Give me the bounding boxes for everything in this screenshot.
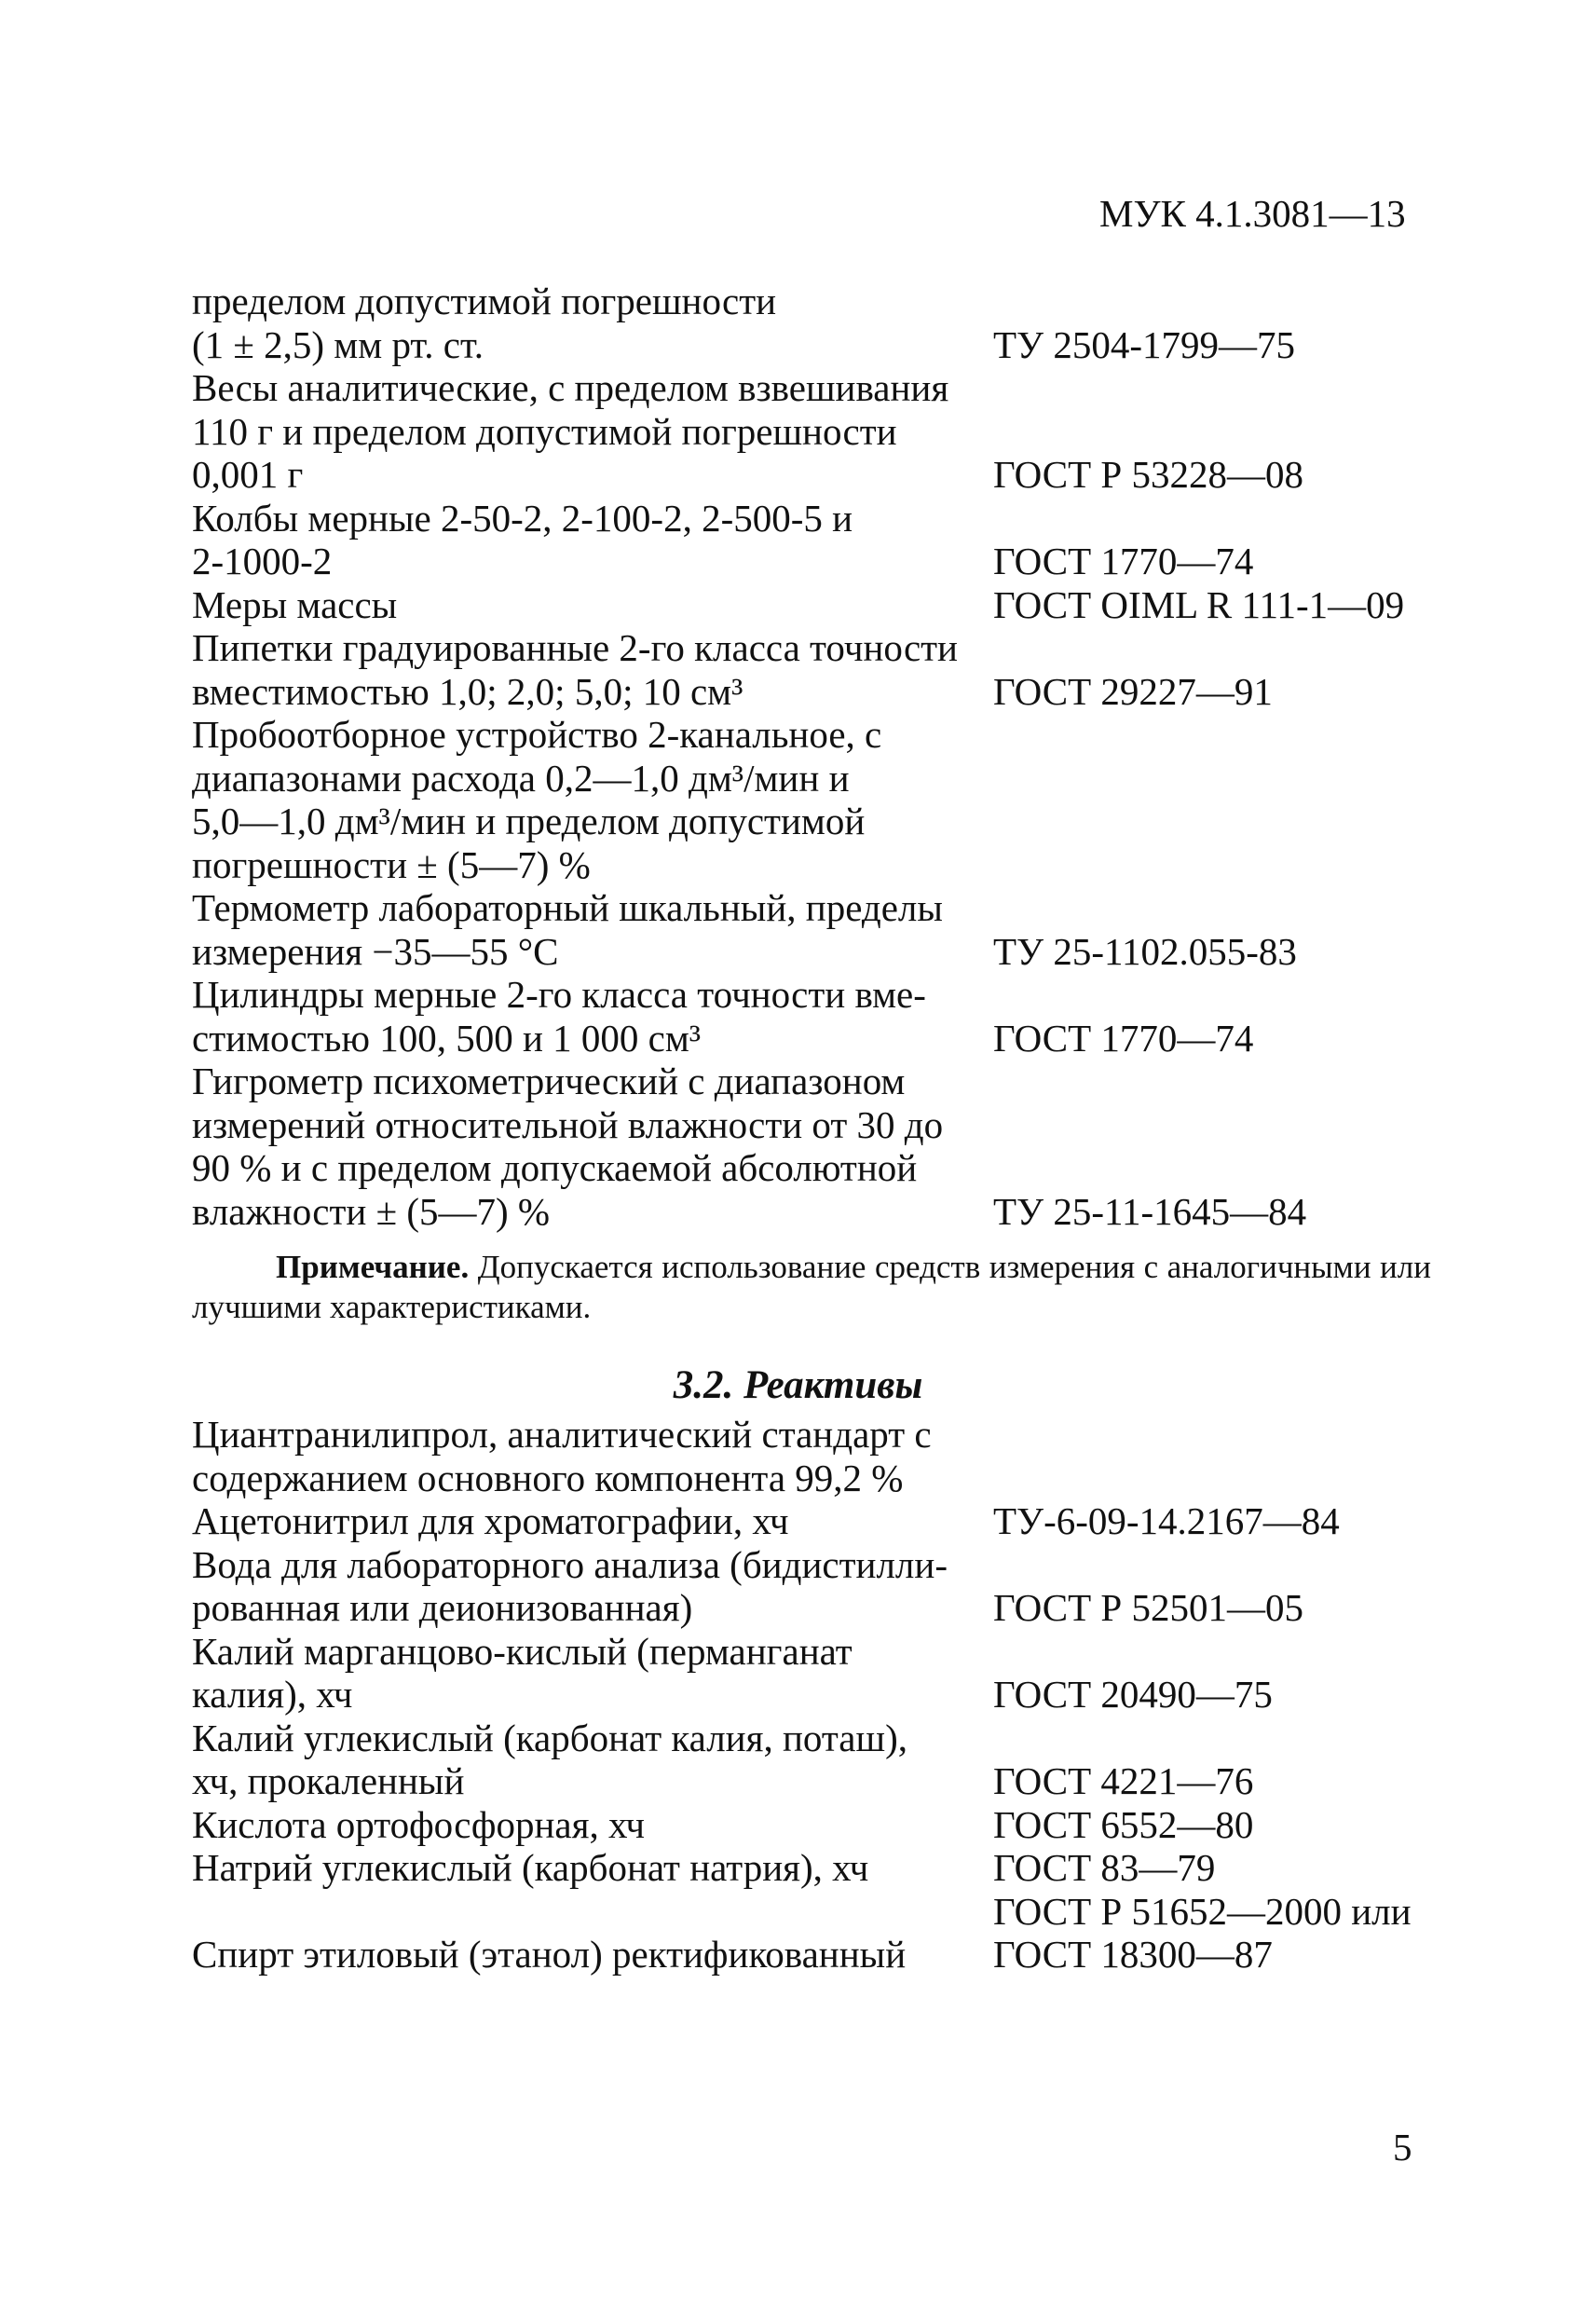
reagent-item bbox=[192, 1890, 1431, 1977]
equipment-item-standard-line: ТУ 2504-1799—75 bbox=[993, 322, 1295, 366]
reagent-item-name bbox=[192, 1717, 993, 1803]
equipment-item-name-line: 0,001 г bbox=[192, 453, 304, 496]
equipment-item bbox=[192, 886, 1431, 973]
reagent-item-standard-line: ГОСТ Р 51652—2000 или bbox=[993, 1889, 1412, 1933]
reagent-item bbox=[192, 1543, 1431, 1630]
reagent-item-standard-line: ГОСТ 4221—76 bbox=[993, 1759, 1254, 1802]
equipment-item-name-line: Цилиндры мерные 2-го класса точности вме- bbox=[192, 973, 926, 1016]
equipment-item bbox=[192, 626, 1431, 713]
equipment-item-name-line: Пипетки градуированные 2-го класса точности bbox=[192, 626, 959, 669]
reagent-item-standard-line: ГОСТ 6552—80 bbox=[993, 1802, 1254, 1846]
equipment-item bbox=[192, 583, 1431, 627]
reagent-item-standard bbox=[993, 1846, 1431, 1890]
section-title-reagents: 3.2. Реактивы bbox=[673, 1363, 923, 1407]
equipment-item bbox=[192, 280, 1431, 366]
reagent-item bbox=[192, 1499, 1431, 1543]
reagent-item-standard-line: ГОСТ 20490—75 bbox=[993, 1673, 1273, 1716]
equipment-item-name bbox=[192, 1060, 993, 1233]
equipment-item-name-line: диапазонами расхода 0,2—1,0 дм³/мин и bbox=[192, 756, 850, 800]
equipment-item-name-line: влажности ± (5—7) % bbox=[192, 1189, 551, 1233]
reagent-item-standard bbox=[993, 1803, 1431, 1847]
equipment-item-name-line: (1 ± 2,5) мм рт. ст. bbox=[192, 322, 484, 366]
reagents-list bbox=[192, 1413, 1431, 1977]
reagent-item-name-line: Ацетонитрил для хроматографии, хч bbox=[192, 1499, 789, 1542]
equipment-item-name-line: Весы аналитические, с пределом взвешивания bbox=[192, 366, 949, 409]
equipment-item-standard-line: ГОСТ 29227—91 bbox=[993, 669, 1273, 713]
equipment-item-standard bbox=[993, 1017, 1431, 1060]
equipment-item-standard-line: ТУ 25-11-1645—84 bbox=[993, 1189, 1307, 1233]
reagent-item-name-line: Калий углекислый (карбонат калия, поташ), bbox=[192, 1716, 907, 1759]
equipment-item bbox=[192, 1060, 1431, 1233]
equipment-item-name bbox=[192, 886, 993, 973]
equipment-item-name-line: Колбы мерные 2-50-2, 2-100-2, 2-500-5 и bbox=[192, 496, 853, 540]
equipment-item-name-line: вместимостью 1,0; 2,0; 5,0; 10 см³ bbox=[192, 669, 743, 713]
note-paragraph bbox=[192, 1247, 1431, 1327]
equipment-item-name-line: 110 г и пределом допустимой погрешности bbox=[192, 409, 897, 453]
equipment-item-name bbox=[192, 973, 993, 1060]
equipment-item-name-line: Меры массы bbox=[192, 582, 398, 626]
reagent-item-standard-line: ТУ-6-09-14.2167—84 bbox=[993, 1499, 1340, 1542]
equipment-item-name-line: измерения −35—55 °С bbox=[192, 929, 559, 973]
reagent-item-standard-line: ГОСТ Р 52501—05 bbox=[993, 1586, 1303, 1629]
reagent-item-name bbox=[192, 1630, 993, 1717]
reagent-item-name bbox=[192, 1846, 993, 1890]
equipment-item bbox=[192, 713, 1431, 886]
reagent-item-standard bbox=[993, 1890, 1431, 1977]
equipment-item-standard-line: ГОСТ 1770—74 bbox=[993, 1016, 1254, 1060]
reagent-item-standard bbox=[993, 1673, 1431, 1717]
equipment-item-name-line: Термометр лабораторный шкальный, пределы bbox=[192, 886, 943, 929]
equipment-item-name-line: 5,0—1,0 дм³/мин и пределом допустимой bbox=[192, 800, 866, 842]
equipment-item-name bbox=[192, 626, 993, 713]
equipment-item-name bbox=[192, 280, 993, 366]
equipment-item-standard bbox=[993, 453, 1431, 497]
equipment-item-name bbox=[192, 713, 993, 886]
reagent-item-standard bbox=[993, 1586, 1431, 1630]
reagent-item-name-line: Натрий углекислый (карбонат натрия), хч bbox=[192, 1846, 869, 1889]
equipment-item-name-line: 90 % и с пределом допускаемой абсолютной bbox=[192, 1146, 918, 1189]
equipment-item-name-line: Гигрометр психометрический с диапазоном bbox=[192, 1060, 906, 1102]
equipment-item bbox=[192, 973, 1431, 1060]
equipment-item-name-line: пределом допустимой погрешности bbox=[192, 280, 777, 322]
reagent-item-standard-line: ГОСТ 83—79 bbox=[993, 1846, 1216, 1889]
reagent-item-name-line: содержанием основного компонента 99,2 % bbox=[192, 1456, 904, 1499]
reagent-item bbox=[192, 1717, 1431, 1803]
reagent-item-standard bbox=[993, 1499, 1431, 1543]
equipment-item-standard bbox=[993, 670, 1431, 714]
equipment-item-standard bbox=[993, 930, 1431, 974]
equipment-item-name bbox=[192, 366, 993, 497]
reagent-item bbox=[192, 1846, 1431, 1890]
equipment-item-standard-line: ГОСТ Р 53228—08 bbox=[993, 453, 1303, 496]
page-number: 5 bbox=[1393, 2126, 1412, 2168]
reagent-item-standard bbox=[993, 1759, 1431, 1803]
reagent-item-standard-line: ГОСТ 18300—87 bbox=[993, 1933, 1273, 1976]
reagent-item-name bbox=[192, 1543, 993, 1630]
reagent-item bbox=[192, 1413, 1431, 1499]
equipment-item-standard bbox=[993, 1190, 1431, 1234]
equipment-item-name bbox=[192, 583, 993, 627]
equipment-item-standard-line: ГОСТ 1770—74 bbox=[993, 540, 1254, 582]
reagent-item-name-line: калия), хч bbox=[192, 1673, 353, 1716]
reagent-item bbox=[192, 1630, 1431, 1717]
equipment-item-name-line: 2-1000-2 bbox=[192, 540, 333, 582]
reagent-item-name-line: Спирт этиловый (этанол) ректификованный bbox=[192, 1933, 907, 1976]
equipment-item-standard bbox=[993, 540, 1431, 583]
equipment-item bbox=[192, 497, 1431, 583]
reagent-item-name-line: Калий марганцово-кислый (перманганат bbox=[192, 1629, 853, 1673]
reagent-item-name bbox=[192, 1933, 993, 1977]
reagent-item-name-line: Циантранилипрол, аналитический стандарт с bbox=[192, 1413, 932, 1456]
reagent-item-name bbox=[192, 1413, 993, 1499]
equipment-item-standard bbox=[993, 583, 1431, 627]
note-text: Допускается использование средств измерения с аналогичными или лучшими характеристиками. bbox=[192, 1249, 1431, 1325]
reagent-item-name bbox=[192, 1499, 993, 1543]
equipment-item-name-line: стимостью 100, 500 и 1 000 см³ bbox=[192, 1016, 702, 1060]
equipment-item bbox=[192, 366, 1431, 497]
reagent-item bbox=[192, 1803, 1431, 1847]
reagent-item-name-line: рованная или деионизованная) bbox=[192, 1586, 693, 1629]
equipment-item-standard bbox=[993, 323, 1431, 367]
equipment-item-name bbox=[192, 497, 993, 583]
reagent-item-name bbox=[192, 1803, 993, 1847]
document-code-header: МУК 4.1.3081—13 bbox=[1099, 192, 1406, 235]
equipment-item-name-line: измерений относительной влажности от 30 до bbox=[192, 1102, 944, 1146]
reagent-item-name-line: Кислота ортофосфорная, хч bbox=[192, 1802, 646, 1846]
note-label: Примечание. bbox=[276, 1249, 470, 1285]
equipment-item-standard-line: ТУ 25-1102.055-83 bbox=[993, 929, 1297, 973]
reagent-item-name-line: Вода для лабораторного анализа (бидистилли- bbox=[192, 1542, 948, 1586]
equipment-list bbox=[192, 280, 1431, 1233]
equipment-item-name-line: Пробоотборное устройство 2-канальное, с bbox=[192, 713, 882, 756]
equipment-item-standard-line: ГОСТ OIML R 111-1—09 bbox=[993, 582, 1405, 626]
reagent-item-name-line: хч, прокаленный bbox=[192, 1759, 465, 1802]
equipment-item-name-line: погрешности ± (5—7) % bbox=[192, 842, 591, 886]
